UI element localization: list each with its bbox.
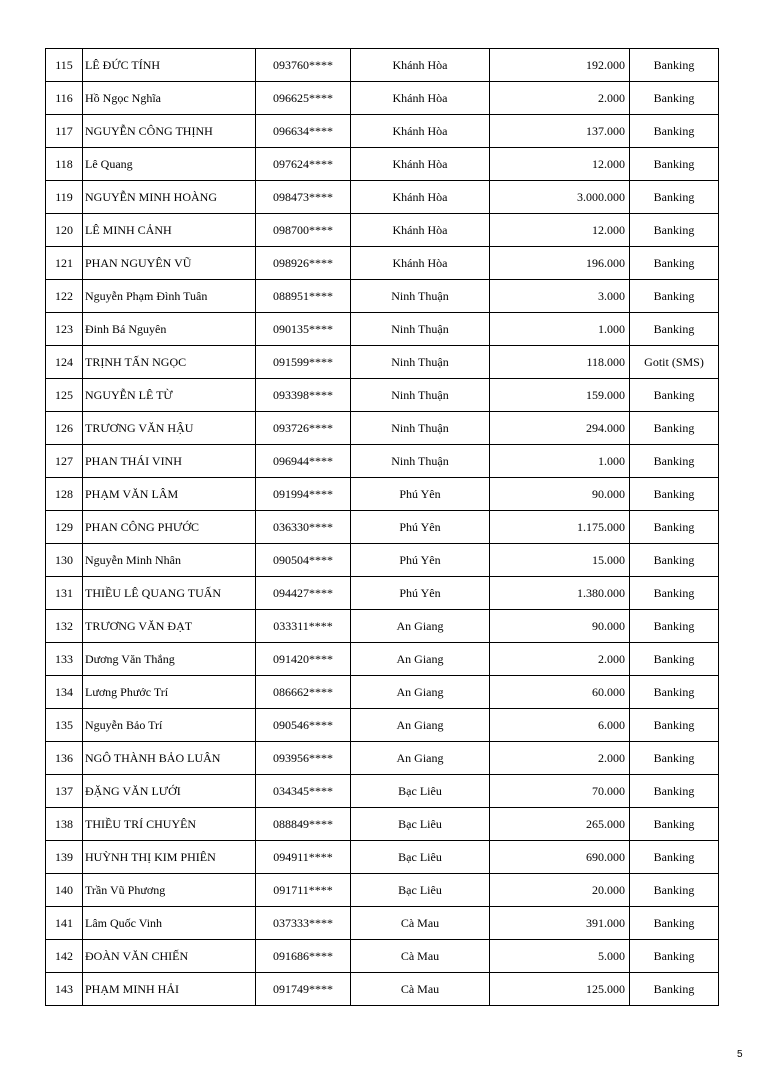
amount-cell: 159.000 — [490, 379, 630, 412]
amount-cell: 6.000 — [490, 709, 630, 742]
table-row — [46, 544, 719, 577]
row-number-cell: 117 — [46, 115, 83, 148]
row-number-cell: 116 — [46, 82, 83, 115]
phone-number-cell: 093398**** — [256, 379, 351, 412]
amount-cell: 90.000 — [490, 610, 630, 643]
payment-method-cell: Banking — [630, 808, 719, 841]
table-row — [46, 874, 719, 907]
phone-number-cell: 091420**** — [256, 643, 351, 676]
table-row — [46, 49, 719, 82]
donor-name-cell: LÊ MINH CẢNH — [83, 214, 256, 247]
donor-name-cell: Lâm Quốc Vinh — [83, 907, 256, 940]
donor-name-cell: TRƯƠNG VĂN HẬU — [83, 412, 256, 445]
province-cell: Ninh Thuận — [351, 280, 490, 313]
amount-cell: 1.380.000 — [490, 577, 630, 610]
phone-number-cell: 096944**** — [256, 445, 351, 478]
payment-method-cell: Banking — [630, 511, 719, 544]
donor-name-cell: PHẠM VĂN LÂM — [83, 478, 256, 511]
amount-cell: 2.000 — [490, 742, 630, 775]
amount-cell: 125.000 — [490, 973, 630, 1006]
payment-method-cell: Banking — [630, 907, 719, 940]
payment-method-cell: Banking — [630, 148, 719, 181]
donor-name-cell: Hồ Ngọc Nghĩa — [83, 82, 256, 115]
province-cell: Phú Yên — [351, 577, 490, 610]
province-cell: Ninh Thuận — [351, 346, 490, 379]
payment-method-cell: Gotit (SMS) — [630, 346, 719, 379]
province-cell: Khánh Hòa — [351, 247, 490, 280]
table-row — [46, 676, 719, 709]
donor-name-cell: THIỀU LÊ QUANG TUẤN — [83, 577, 256, 610]
row-number-cell: 118 — [46, 148, 83, 181]
donor-name-cell: NGUYỄN CÔNG THỊNH — [83, 115, 256, 148]
payment-method-cell: Banking — [630, 247, 719, 280]
table-row — [46, 511, 719, 544]
amount-cell: 12.000 — [490, 214, 630, 247]
donor-name-cell: HUỲNH THỊ KIM PHIÊN — [83, 841, 256, 874]
phone-number-cell: 096634**** — [256, 115, 351, 148]
payment-method-cell: Banking — [630, 82, 719, 115]
payment-method-cell: Banking — [630, 544, 719, 577]
amount-cell: 137.000 — [490, 115, 630, 148]
province-cell: An Giang — [351, 742, 490, 775]
table-row — [46, 775, 719, 808]
phone-number-cell: 094427**** — [256, 577, 351, 610]
phone-number-cell: 090135**** — [256, 313, 351, 346]
payment-method-cell: Banking — [630, 280, 719, 313]
amount-cell: 391.000 — [490, 907, 630, 940]
province-cell: Bạc Liêu — [351, 808, 490, 841]
donor-name-cell: NGÔ THÀNH BẢO LUÂN — [83, 742, 256, 775]
amount-cell: 265.000 — [490, 808, 630, 841]
row-number-cell: 127 — [46, 445, 83, 478]
row-number-cell: 125 — [46, 379, 83, 412]
amount-cell: 1.175.000 — [490, 511, 630, 544]
phone-number-cell: 093760**** — [256, 49, 351, 82]
province-cell: Ninh Thuận — [351, 445, 490, 478]
donor-name-cell: PHAN CÔNG PHƯỚC — [83, 511, 256, 544]
row-number-cell: 119 — [46, 181, 83, 214]
row-number-cell: 142 — [46, 940, 83, 973]
donor-name-cell: TRƯƠNG VĂN ĐẠT — [83, 610, 256, 643]
table-row — [46, 412, 719, 445]
row-number-cell: 140 — [46, 874, 83, 907]
amount-cell: 5.000 — [490, 940, 630, 973]
province-cell: Bạc Liêu — [351, 775, 490, 808]
row-number-cell: 123 — [46, 313, 83, 346]
row-number-cell: 124 — [46, 346, 83, 379]
table-row — [46, 973, 719, 1006]
table-row — [46, 742, 719, 775]
phone-number-cell: 033311**** — [256, 610, 351, 643]
province-cell: Phú Yên — [351, 478, 490, 511]
phone-number-cell: 088849**** — [256, 808, 351, 841]
phone-number-cell: 037333**** — [256, 907, 351, 940]
amount-cell: 90.000 — [490, 478, 630, 511]
province-cell: An Giang — [351, 610, 490, 643]
payment-method-cell: Banking — [630, 478, 719, 511]
table-row — [46, 841, 719, 874]
province-cell: Bạc Liêu — [351, 841, 490, 874]
donor-name-cell: ĐOÀN VĂN CHIẾN — [83, 940, 256, 973]
phone-number-cell: 091749**** — [256, 973, 351, 1006]
phone-number-cell: 098700**** — [256, 214, 351, 247]
table-row — [46, 280, 719, 313]
amount-cell: 60.000 — [490, 676, 630, 709]
donor-name-cell: Trần Vũ Phương — [83, 874, 256, 907]
table-row — [46, 709, 719, 742]
row-number-cell: 128 — [46, 478, 83, 511]
amount-cell: 70.000 — [490, 775, 630, 808]
row-number-cell: 136 — [46, 742, 83, 775]
table-row — [46, 379, 719, 412]
payment-method-cell: Banking — [630, 874, 719, 907]
donor-name-cell: Nguyễn Minh Nhân — [83, 544, 256, 577]
row-number-cell: 133 — [46, 643, 83, 676]
table-row — [46, 643, 719, 676]
amount-cell: 118.000 — [490, 346, 630, 379]
donor-name-cell: ĐẶNG VĂN LƯỚI — [83, 775, 256, 808]
amount-cell: 294.000 — [490, 412, 630, 445]
phone-number-cell: 098926**** — [256, 247, 351, 280]
payment-method-cell: Banking — [630, 775, 719, 808]
payment-method-cell: Banking — [630, 610, 719, 643]
row-number-cell: 141 — [46, 907, 83, 940]
payment-method-cell: Banking — [630, 841, 719, 874]
payment-method-cell: Banking — [630, 676, 719, 709]
row-number-cell: 130 — [46, 544, 83, 577]
table-row — [46, 247, 719, 280]
row-number-cell: 115 — [46, 49, 83, 82]
payment-method-cell: Banking — [630, 115, 719, 148]
province-cell: Cà Mau — [351, 940, 490, 973]
page-number: 5 — [737, 1049, 743, 1060]
province-cell: Khánh Hòa — [351, 82, 490, 115]
province-cell: Khánh Hòa — [351, 214, 490, 247]
table-row — [46, 610, 719, 643]
province-cell: Khánh Hòa — [351, 49, 490, 82]
row-number-cell: 134 — [46, 676, 83, 709]
payment-method-cell: Banking — [630, 412, 719, 445]
phone-number-cell: 096625**** — [256, 82, 351, 115]
row-number-cell: 120 — [46, 214, 83, 247]
table-row — [46, 214, 719, 247]
donor-name-cell: NGUYỄN MINH HOÀNG — [83, 181, 256, 214]
table-row — [46, 82, 719, 115]
table-row — [46, 577, 719, 610]
payment-method-cell: Banking — [630, 973, 719, 1006]
table-row — [46, 478, 719, 511]
payment-method-cell: Banking — [630, 742, 719, 775]
phone-number-cell: 091994**** — [256, 478, 351, 511]
phone-number-cell: 094911**** — [256, 841, 351, 874]
row-number-cell: 138 — [46, 808, 83, 841]
donor-name-cell: Nguyễn Bảo Trí — [83, 709, 256, 742]
donor-name-cell: THIỀU TRÍ CHUYÊN — [83, 808, 256, 841]
row-number-cell: 122 — [46, 280, 83, 313]
payment-method-cell: Banking — [630, 643, 719, 676]
row-number-cell: 126 — [46, 412, 83, 445]
province-cell: Ninh Thuận — [351, 379, 490, 412]
province-cell: Cà Mau — [351, 973, 490, 1006]
phone-number-cell: 086662**** — [256, 676, 351, 709]
phone-number-cell: 093956**** — [256, 742, 351, 775]
phone-number-cell: 090546**** — [256, 709, 351, 742]
donor-name-cell: PHAN NGUYÊN VŨ — [83, 247, 256, 280]
amount-cell: 192.000 — [490, 49, 630, 82]
phone-number-cell: 091711**** — [256, 874, 351, 907]
province-cell: An Giang — [351, 676, 490, 709]
province-cell: Cà Mau — [351, 907, 490, 940]
row-number-cell: 137 — [46, 775, 83, 808]
payment-method-cell: Banking — [630, 214, 719, 247]
phone-number-cell: 093726**** — [256, 412, 351, 445]
table-row — [46, 808, 719, 841]
province-cell: An Giang — [351, 643, 490, 676]
row-number-cell: 135 — [46, 709, 83, 742]
donor-name-cell: PHAN THÁI VINH — [83, 445, 256, 478]
amount-cell: 1.000 — [490, 313, 630, 346]
province-cell: Ninh Thuận — [351, 313, 490, 346]
table-row — [46, 148, 719, 181]
donor-name-cell: LÊ ĐỨC TÍNH — [83, 49, 256, 82]
table-row — [46, 346, 719, 379]
donor-name-cell: TRỊNH TẤN NGỌC — [83, 346, 256, 379]
province-cell: Phú Yên — [351, 544, 490, 577]
payment-method-cell: Banking — [630, 313, 719, 346]
row-number-cell: 143 — [46, 973, 83, 1006]
row-number-cell: 139 — [46, 841, 83, 874]
donor-name-cell: Lê Quang — [83, 148, 256, 181]
table-row — [46, 940, 719, 973]
phone-number-cell: 090504**** — [256, 544, 351, 577]
amount-cell: 3.000.000 — [490, 181, 630, 214]
payment-method-cell: Banking — [630, 577, 719, 610]
table-row — [46, 907, 719, 940]
amount-cell: 20.000 — [490, 874, 630, 907]
table-row — [46, 445, 719, 478]
row-number-cell: 131 — [46, 577, 83, 610]
row-number-cell: 129 — [46, 511, 83, 544]
province-cell: Phú Yên — [351, 511, 490, 544]
amount-cell: 1.000 — [490, 445, 630, 478]
payment-method-cell: Banking — [630, 940, 719, 973]
payment-method-cell: Banking — [630, 49, 719, 82]
phone-number-cell: 036330**** — [256, 511, 351, 544]
payment-method-cell: Banking — [630, 709, 719, 742]
payment-method-cell: Banking — [630, 181, 719, 214]
province-cell: An Giang — [351, 709, 490, 742]
table-row — [46, 115, 719, 148]
payment-method-cell: Banking — [630, 379, 719, 412]
donor-name-cell: Nguyễn Phạm Đình Tuân — [83, 280, 256, 313]
donor-name-cell: NGUYỄN LÊ TỪ — [83, 379, 256, 412]
province-cell: Khánh Hòa — [351, 148, 490, 181]
donation-table — [45, 48, 719, 1006]
payment-method-cell: Banking — [630, 445, 719, 478]
province-cell: Bạc Liêu — [351, 874, 490, 907]
phone-number-cell: 091686**** — [256, 940, 351, 973]
province-cell: Khánh Hòa — [351, 181, 490, 214]
amount-cell: 3.000 — [490, 280, 630, 313]
amount-cell: 196.000 — [490, 247, 630, 280]
amount-cell: 2.000 — [490, 643, 630, 676]
table-row — [46, 181, 719, 214]
row-number-cell: 121 — [46, 247, 83, 280]
table-body — [46, 49, 719, 1006]
province-cell: Ninh Thuận — [351, 412, 490, 445]
donor-name-cell: Đinh Bá Nguyên — [83, 313, 256, 346]
amount-cell: 2.000 — [490, 82, 630, 115]
amount-cell: 15.000 — [490, 544, 630, 577]
phone-number-cell: 098473**** — [256, 181, 351, 214]
province-cell: Khánh Hòa — [351, 115, 490, 148]
donor-name-cell: Lương Phước Trí — [83, 676, 256, 709]
donor-name-cell: PHẠM MINH HẢI — [83, 973, 256, 1006]
amount-cell: 12.000 — [490, 148, 630, 181]
phone-number-cell: 088951**** — [256, 280, 351, 313]
row-number-cell: 132 — [46, 610, 83, 643]
phone-number-cell: 034345**** — [256, 775, 351, 808]
amount-cell: 690.000 — [490, 841, 630, 874]
phone-number-cell: 097624**** — [256, 148, 351, 181]
donor-name-cell: Dương Văn Thắng — [83, 643, 256, 676]
table-row — [46, 313, 719, 346]
phone-number-cell: 091599**** — [256, 346, 351, 379]
